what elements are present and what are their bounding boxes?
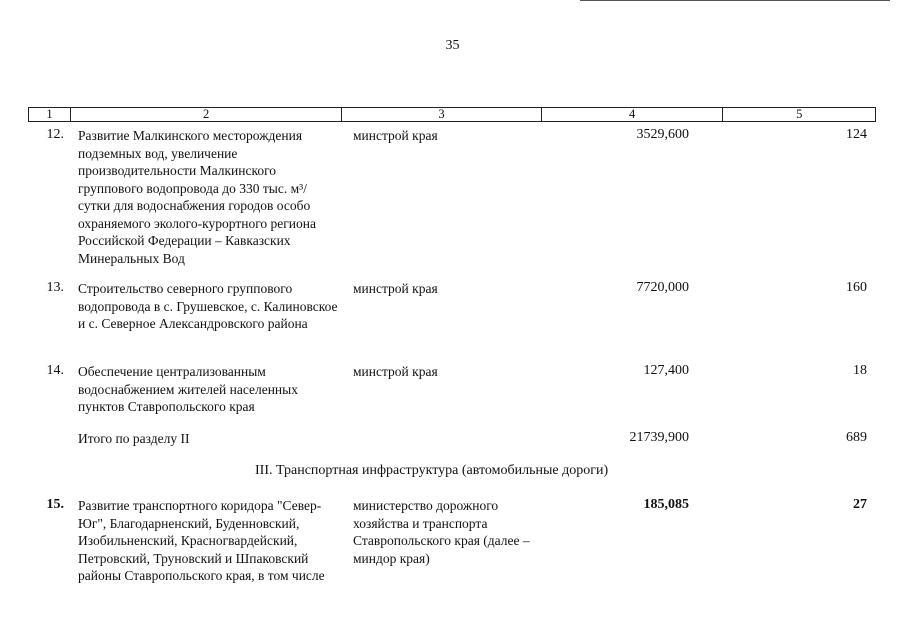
row-count: 160 — [846, 280, 867, 295]
row-count: 124 — [846, 127, 867, 142]
row-name: Развитие Малкинского месторождения подземных вод, увеличение производительности Малкинского группового водопровода до 330 тыс. м³/сутки для водоснабжения городов особо охраняемого эколого-курортного региона Российской Федерации – Кавказских Минеральных Вод — [78, 128, 316, 266]
header-col-3: 3 — [342, 108, 542, 121]
row-amount: 3529,600 — [636, 127, 689, 142]
row-name: Развитие транспортного коридора "Север-Юг", Благодарненский, Буденновский, Изобильненский, Красногвардейский, Петровский, Труновский и Шпаковский районы Ставропольского края, в том числе — [78, 498, 325, 583]
row-name: Обеспечение централизованным водоснабжением жителей населенных пунктов Ставропольского края — [78, 364, 298, 414]
row-number: 12. — [46, 127, 64, 142]
row-count: 27 — [853, 497, 867, 512]
row-executor: министерство дорожного хозяйства и транспорта Ставропольского края (далее – миндор края) — [353, 498, 530, 566]
header-col-1: 1 — [29, 108, 71, 121]
page-number: 35 — [445, 38, 460, 53]
header-col-4: 4 — [542, 108, 724, 121]
subtotal-amount: 21739,900 — [629, 430, 689, 445]
row-name: Строительство северного группового водопровода в с. Грушевское, с. Калиновское и с. Северное Александровского района — [78, 281, 338, 331]
row-number: 14. — [46, 363, 64, 378]
row-number: 15. — [46, 497, 64, 512]
row-executor: минстрой края — [353, 128, 438, 143]
subtotal-label: Итого по разделу II — [78, 431, 190, 446]
header-col-2: 2 — [71, 108, 342, 121]
row-count: 18 — [853, 363, 867, 378]
section-title: III. Транспортная инфраструктура (автомобильные дороги) — [255, 463, 609, 478]
header-col-5: 5 — [796, 107, 803, 121]
row-amount: 127,400 — [643, 363, 689, 378]
row-executor: минстрой края — [353, 364, 438, 379]
row-amount: 185,085 — [643, 497, 689, 512]
subtotal-count: 689 — [846, 430, 867, 445]
row-amount: 7720,000 — [636, 280, 689, 295]
table-header — [28, 107, 876, 122]
row-executor: минстрой края — [353, 281, 438, 296]
top-rule — [580, 0, 890, 1]
row-number: 13. — [46, 280, 64, 295]
